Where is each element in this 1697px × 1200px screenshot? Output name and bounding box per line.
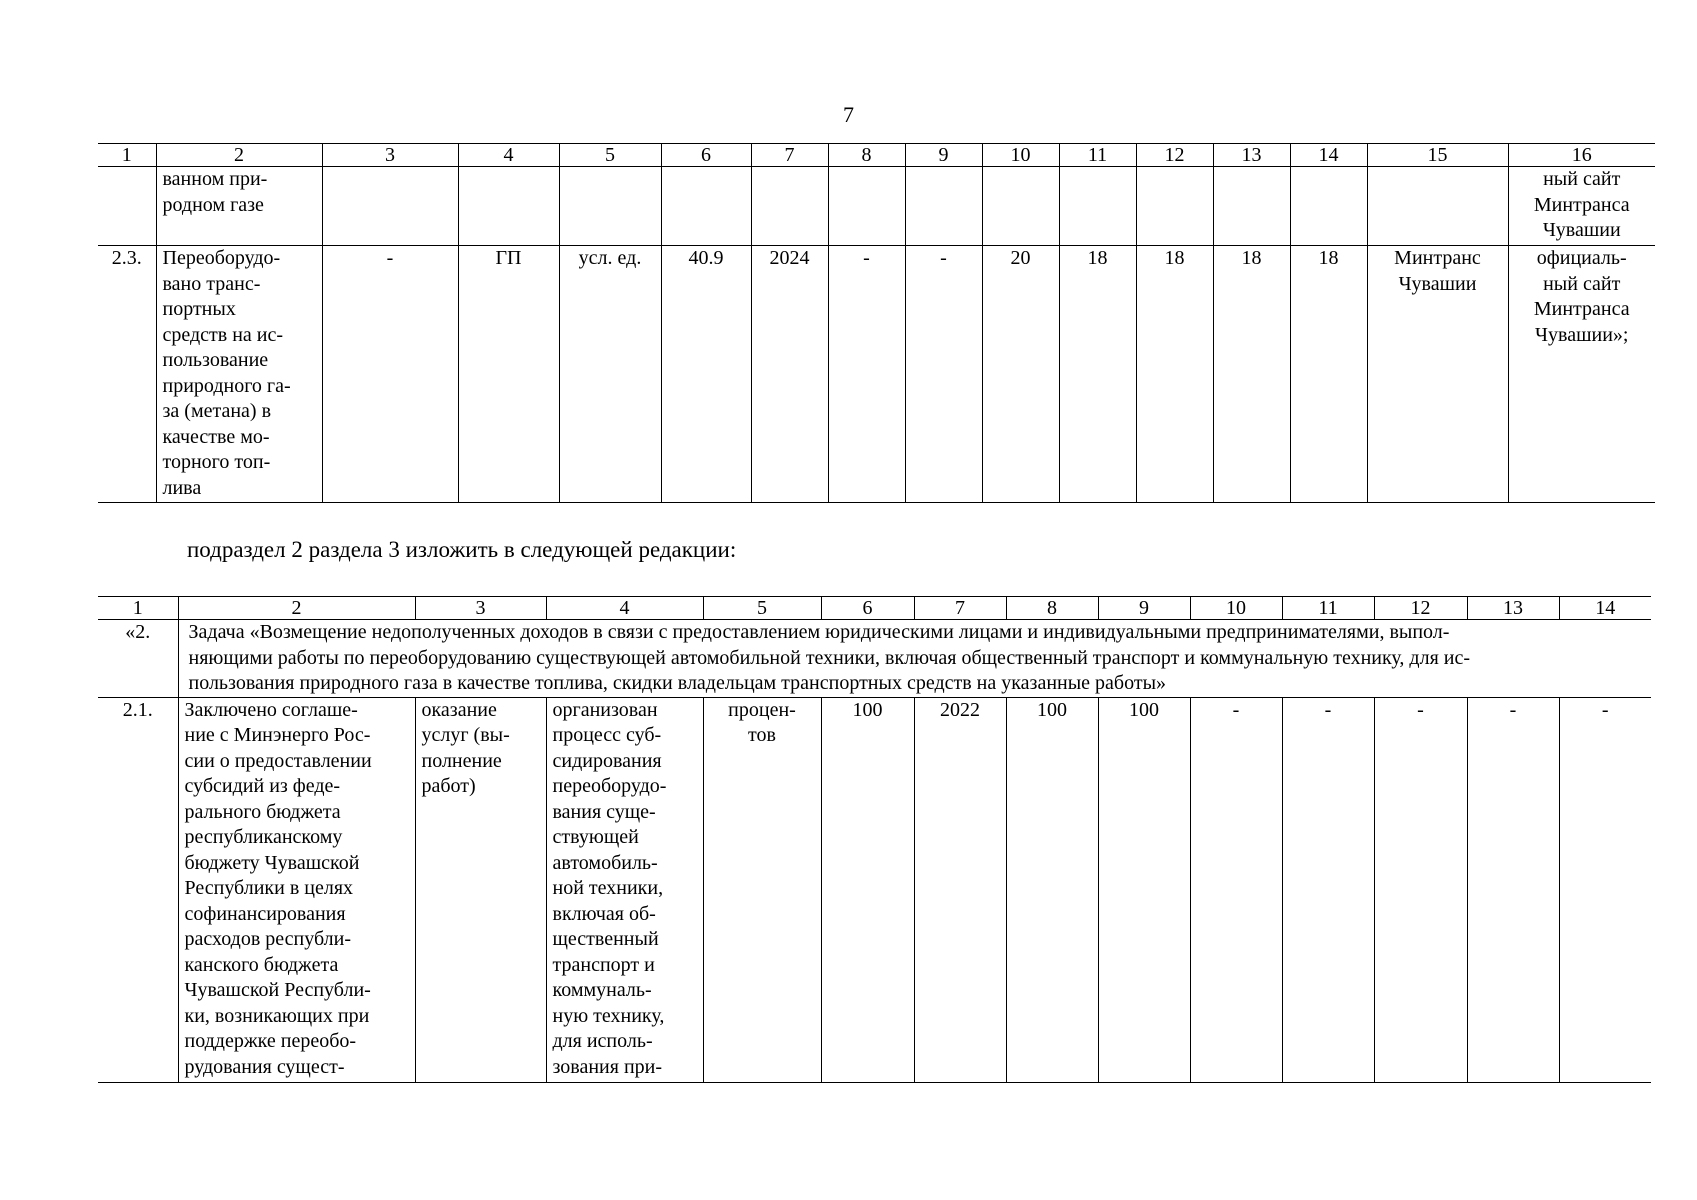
- column-number: 3: [415, 597, 546, 620]
- task-description: Задача «Возмещение недополученных доходов в связи с предоставлением юридическими лицами и индивидуальными предпринимателями, выпол- няющими работы по переоборудованию существующей автомобильной техники, включая общественный транспорт и коммунальную технику, для ис- пользования природного газа в качестве топлива, скидки владельцам транспортных средств на указанные работы»: [178, 620, 1651, 698]
- row-number: 2.1.: [98, 697, 178, 1082]
- cell: -: [322, 246, 458, 503]
- column-number: 8: [1006, 597, 1098, 620]
- cell: организован процесс суб- сидирования переоборудо- вания суще- ствующей автомобиль- ной техники, включая об- щественный транспорт и коммуналь- ную технику, для исполь- зования при-: [546, 697, 703, 1082]
- column-number: 2: [156, 144, 322, 167]
- column-number: 1: [98, 597, 178, 620]
- cell: 100: [1098, 697, 1190, 1082]
- source-cell: официаль- ный сайт Минтранса Чувашии»;: [1508, 246, 1655, 503]
- column-number: 12: [1136, 144, 1213, 167]
- cell: 40.9: [661, 246, 751, 503]
- table-row-2-1: [98, 697, 1651, 1082]
- column-number: 4: [546, 597, 703, 620]
- unit-cell: усл. ед.: [559, 246, 661, 503]
- cell: -: [828, 246, 905, 503]
- column-number: 10: [982, 144, 1059, 167]
- cell: ГП: [458, 246, 559, 503]
- row-number: 2.3.: [98, 246, 156, 503]
- task-number: «2.: [98, 620, 178, 698]
- column-number: 9: [905, 144, 982, 167]
- column-number: 5: [703, 597, 821, 620]
- cell: 18: [1059, 246, 1136, 503]
- table-header-row: [98, 144, 1655, 167]
- column-number: 8: [828, 144, 905, 167]
- cell: -: [1467, 697, 1559, 1082]
- cell: 2024: [751, 246, 828, 503]
- cell: -: [1190, 697, 1282, 1082]
- column-number: 9: [1098, 597, 1190, 620]
- column-number: 14: [1559, 597, 1651, 620]
- cell: 20: [982, 246, 1059, 503]
- indicator-name-cell: Переоборудо- вано транс- портных средств на ис- пользование природного га- за (метана) в качестве мо- торного топ- лива: [156, 246, 322, 503]
- indicators-table-subsection-2: [98, 596, 1651, 1083]
- cell: -: [905, 246, 982, 503]
- cell: 2022: [914, 697, 1006, 1082]
- cell: 18: [1213, 246, 1290, 503]
- column-number: 1: [98, 144, 156, 167]
- column-number: 7: [914, 597, 1006, 620]
- cell: 18: [1136, 246, 1213, 503]
- cell: -: [1282, 697, 1374, 1082]
- cell: 100: [1006, 697, 1098, 1082]
- cell: -: [1374, 697, 1467, 1082]
- responsible-cell: Минтранс Чувашии: [1367, 246, 1508, 503]
- cell: -: [1559, 697, 1651, 1082]
- column-number: 13: [1467, 597, 1559, 620]
- column-number: 10: [1190, 597, 1282, 620]
- column-number: 6: [821, 597, 914, 620]
- instruction-paragraph: подраздел 2 раздела 3 изложить в следующей редакции:: [187, 537, 737, 562]
- column-number: 4: [458, 144, 559, 167]
- table-row-2-3: [98, 246, 1655, 503]
- task-row: [98, 620, 1651, 698]
- table-row-continued: [98, 167, 1655, 246]
- column-number: 2: [178, 597, 415, 620]
- column-number: 14: [1290, 144, 1367, 167]
- column-number: 16: [1508, 144, 1655, 167]
- column-number: 13: [1213, 144, 1290, 167]
- column-number: 11: [1059, 144, 1136, 167]
- cell: оказание услуг (вы- полнение работ): [415, 697, 546, 1082]
- column-number: 11: [1282, 597, 1374, 620]
- source-cell: ный сайт Минтранса Чувашии: [1508, 167, 1655, 246]
- cell: 100: [821, 697, 914, 1082]
- column-number: 7: [751, 144, 828, 167]
- column-number: 15: [1367, 144, 1508, 167]
- cell: 18: [1290, 246, 1367, 503]
- indicator-name-cell: ванном при- родном газе: [156, 167, 322, 246]
- unit-cell: процен- тов: [703, 697, 821, 1082]
- column-number: 5: [559, 144, 661, 167]
- column-number: 6: [661, 144, 751, 167]
- indicators-table-continued: [98, 143, 1655, 503]
- table-header-row: [98, 597, 1651, 620]
- column-number: 3: [322, 144, 458, 167]
- page-number: 7: [843, 102, 854, 127]
- indicator-name-cell: Заключено соглаше- ние с Минэнерго Рос- сии о предоставлении субсидий из феде- рального бюджета республиканскому бюджету Чувашской Республики в целях софинансирования расходов республи- канского бюджета Чувашской Республи- ки, возникающих при поддержке переобо- рудования сущест-: [178, 697, 415, 1082]
- column-number: 12: [1374, 597, 1467, 620]
